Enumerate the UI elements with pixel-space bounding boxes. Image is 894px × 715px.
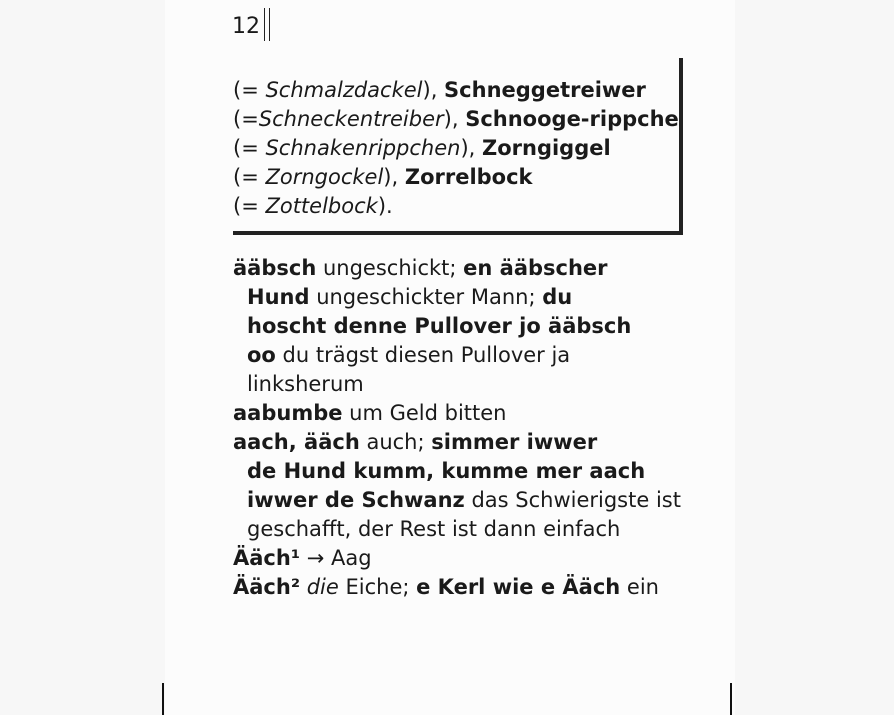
synonym-line: [233, 134, 679, 163]
headword-text: Zorngiggel: [481, 136, 611, 160]
headword-text: oo: [247, 343, 276, 367]
italic-text: Schmalzdackel: [265, 78, 423, 102]
italic-text: Schnakenrippchen: [265, 136, 461, 160]
headword-text: en ääbscher: [463, 256, 608, 280]
dictionary-entries: [233, 254, 681, 602]
entry-line: [233, 370, 681, 399]
definition-text: ein: [620, 575, 659, 599]
definition-text: Eiche;: [338, 575, 417, 599]
synonym-line: [233, 76, 679, 105]
definition-text: ungeschickter Mann;: [309, 285, 543, 309]
definition-text: ungeschickt;: [316, 256, 464, 280]
entry-line: [233, 254, 681, 283]
headword-text: du: [542, 285, 573, 309]
entry-line: [233, 515, 681, 544]
definition-text: ),: [422, 78, 445, 102]
crop-mark-right: [730, 683, 732, 715]
entry-line: [233, 457, 681, 486]
headword-text: Ääch²: [233, 575, 301, 599]
entry-line: [233, 544, 681, 573]
italic-text: Zorngockel: [265, 165, 384, 189]
headword-text: iwwer de Schwanz: [247, 488, 465, 512]
headword-text: hoscht denne Pullover jo ääbsch: [247, 314, 632, 338]
definition-text: → Aag: [300, 546, 372, 570]
headword-text: de Hund kumm, kumme mer aach: [247, 459, 646, 483]
definition-text: das Schwierigste ist: [464, 488, 681, 512]
definition-text: (=: [233, 165, 266, 189]
italic-text: Schneckentreiber: [258, 107, 444, 131]
definition-text: auch;: [359, 430, 432, 454]
definition-text: [300, 575, 307, 599]
definition-text: ),: [460, 136, 482, 160]
entry-line: [233, 573, 681, 602]
entry-line: [233, 486, 681, 515]
definition-text: (=: [233, 78, 266, 102]
crop-mark-left: [162, 683, 164, 715]
entry-line: [233, 399, 681, 428]
definition-text: (=: [233, 194, 266, 218]
definition-text: du trägst diesen Pullover ja: [275, 343, 571, 367]
definition-text: (=: [233, 107, 259, 131]
headword-text: ääbsch: [233, 256, 317, 280]
entry-line: [233, 312, 681, 341]
header-rule-right: [269, 8, 270, 41]
definition-text: (=: [233, 136, 266, 160]
entry-line: [233, 341, 681, 370]
headword-text: aach, ääch: [233, 430, 360, 454]
italic-text: Zottelbock: [265, 194, 378, 218]
headword-text: Zorrelbock: [404, 165, 533, 189]
entry-line: [233, 283, 681, 312]
synonym-line: [233, 192, 679, 221]
headword-text: aabumbe: [233, 401, 343, 425]
definition-text: linksherum: [247, 372, 364, 396]
italic-text: die: [306, 575, 339, 599]
definition-text: ),: [443, 107, 466, 131]
synonym-box-text: [233, 76, 679, 221]
page-number: 12: [232, 14, 260, 39]
definition-text: um Geld bitten: [342, 401, 507, 425]
definition-text: ).: [377, 194, 393, 218]
definition-text: geschafft, der Rest ist dann einfach: [247, 517, 621, 541]
headword-text: Schnooge-rippche: [465, 107, 679, 131]
synonym-line: [233, 163, 679, 192]
headword-text: simmer iwwer: [431, 430, 598, 454]
headword-text: Ääch¹: [233, 546, 301, 570]
entry-line: [233, 428, 681, 457]
headword-text: e Kerl wie e Ääch: [416, 575, 621, 599]
definition-text: ),: [383, 165, 405, 189]
synonym-line: [233, 105, 679, 134]
header-rule-left: [264, 8, 265, 41]
headword-text: Schneggetreiwer: [444, 78, 646, 102]
headword-text: Hund: [247, 285, 310, 309]
